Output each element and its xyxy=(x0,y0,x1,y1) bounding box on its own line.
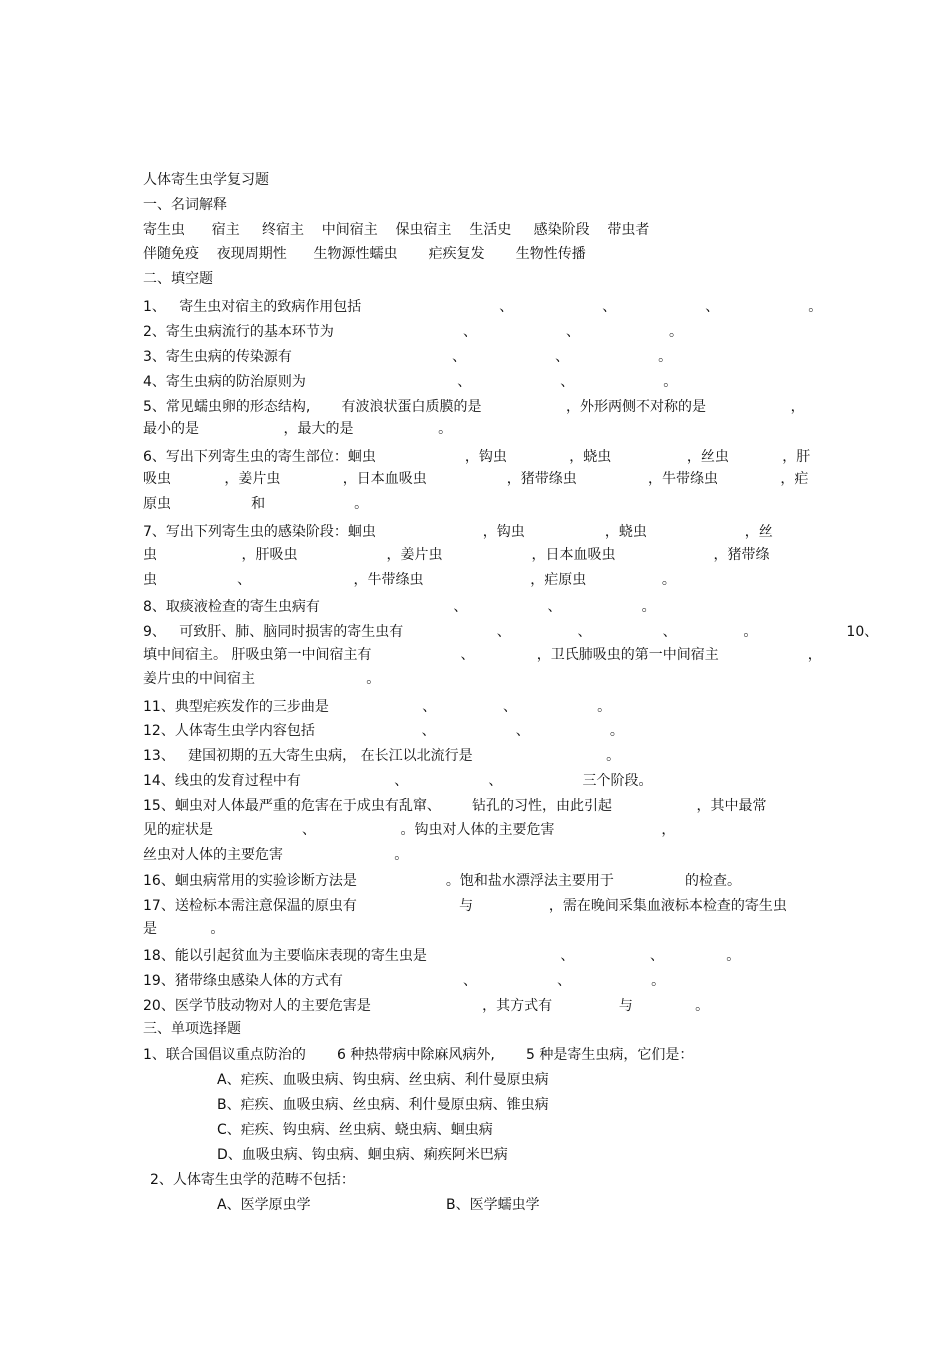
question-line: 虫 ，肝吸虫 ，姜片虫 ，日本血吸虫 ，猪带绦 xyxy=(143,547,770,563)
question-line: 5、常见蠕虫卵的形态结构, 有波浪状蛋白质膜的是 ，外形两侧不对称的是 ， xyxy=(143,399,805,415)
question-line: 9、 可致肝、肺、脑同时损害的寄生虫有 、 、 、 。 10、 xyxy=(143,624,879,640)
section-heading-terms: 一、名词解释 xyxy=(143,197,227,213)
question-line: 20、医学节肢动物对人的主要危害是 ，其方式有 与 。 xyxy=(143,998,710,1014)
question-line: 6、写出下列寄生虫的寄生部位：蛔虫 ，钩虫 ，蛲虫 ，丝虫 ，肝 xyxy=(143,449,811,465)
question-line: 15、蛔虫对人体最严重的危害在于成虫有乱窜、 钻孔的习性，由此引起 ，其中最常 xyxy=(143,798,767,814)
question-line: 3、寄生虫病的传染源有 、 、 。 xyxy=(143,349,673,365)
question-line: 填中间宿主。 肝吸虫第一中间宿主有 、 ，卫氏肺吸虫的第一中间宿主 ， xyxy=(143,647,822,663)
question-line: 丝虫对人体的主要危害 。 xyxy=(143,847,409,863)
question-line: 原虫 和 。 xyxy=(143,496,369,512)
question-line: 4、寄生虫病的防治原则为 、 、 。 xyxy=(143,374,678,390)
choice-option: A、疟疾、血吸虫病、钩虫病、丝虫病、利什曼原虫病 xyxy=(217,1072,549,1088)
choice-option: C、疟疾、钩虫病、丝虫病、蛲虫病、蛔虫病 xyxy=(217,1122,493,1138)
page-title: 人体寄生虫学复习题 xyxy=(143,172,269,188)
question-line: 1、 寄生虫对宿主的致病作用包括 、 、 、 。 xyxy=(143,299,823,315)
question-line: 8、取痰液检查的寄生虫病有 、 、 。 xyxy=(143,599,656,615)
question-line: 18、能以引起贫血为主要临床表现的寄生虫是 、 、 。 xyxy=(143,948,741,964)
question-line: 虫 、 ，牛带绦虫 ，疟原虫 。 xyxy=(143,572,676,588)
choice-option: D、血吸虫病、钩虫病、蛔虫病、痢疾阿米巴病 xyxy=(217,1147,508,1163)
section-heading-fill: 二、填空题 xyxy=(143,271,213,287)
terms-row: 寄生虫 宿主 终宿主 中间宿主 保虫宿主 生活史 感染阶段 带虫者 xyxy=(143,222,650,238)
choice-question: 1、联合国倡议重点防治的 6 种热带病中除麻风病外, 5 种是寄生虫病，它们是： xyxy=(143,1047,694,1063)
question-line: 16、蛔虫病常用的实验诊断方法是 。饱和盐水漂浮法主要用于 的检查。 xyxy=(143,873,742,889)
question-line: 7、写出下列寄生虫的感染阶段：蛔虫 ，钩虫 ，蛲虫 ，丝 xyxy=(143,524,773,540)
question-line: 19、猪带绦虫感染人体的方式有 、 、 。 xyxy=(143,973,666,989)
question-line: 是 。 xyxy=(143,921,225,937)
question-line: 见的症状是 、 。钩虫对人体的主要危害 ， xyxy=(143,822,676,838)
section-heading-choice: 三、单项选择题 xyxy=(143,1021,241,1037)
terms-row: 伴随免疫 夜现周期性 生物源性蠕虫 疟疾复发 生物性传播 xyxy=(143,246,586,262)
choice-option: B、医学蠕虫学 xyxy=(446,1197,540,1213)
question-line: 14、线虫的发育过程中有 、 、 三个阶段。 xyxy=(143,773,653,789)
choice-option: A、医学原虫学 xyxy=(217,1197,311,1213)
choice-option: B、疟疾、血吸虫病、丝虫病、利什曼原虫病、锥虫病 xyxy=(217,1097,549,1113)
question-line: 姜片虫的中间宿主 。 xyxy=(143,671,381,687)
question-line: 13、 建国初期的五大寄生虫病， 在长江以北流行是 。 xyxy=(143,748,621,764)
question-line: 吸虫 ，姜片虫 ，日本血吸虫 ，猪带绦虫 ，牛带绦虫 ，疟 xyxy=(143,471,809,487)
question-line: 17、送检标本需注意保温的原虫有 与 ，需在晚间采集血液标本检查的寄生虫 xyxy=(143,898,787,914)
question-line: 12、人体寄生虫学内容包括 、 、 。 xyxy=(143,723,624,739)
question-line: 2、寄生虫病流行的基本环节为 、 、 。 xyxy=(143,324,683,340)
question-line: 最小的是 ，最大的是 。 xyxy=(143,421,453,437)
question-line: 11、典型疟疾发作的三步曲是 、 、 。 xyxy=(143,699,612,715)
choice-question: 2、人体寄生虫学的范畴不包括： xyxy=(150,1172,355,1188)
